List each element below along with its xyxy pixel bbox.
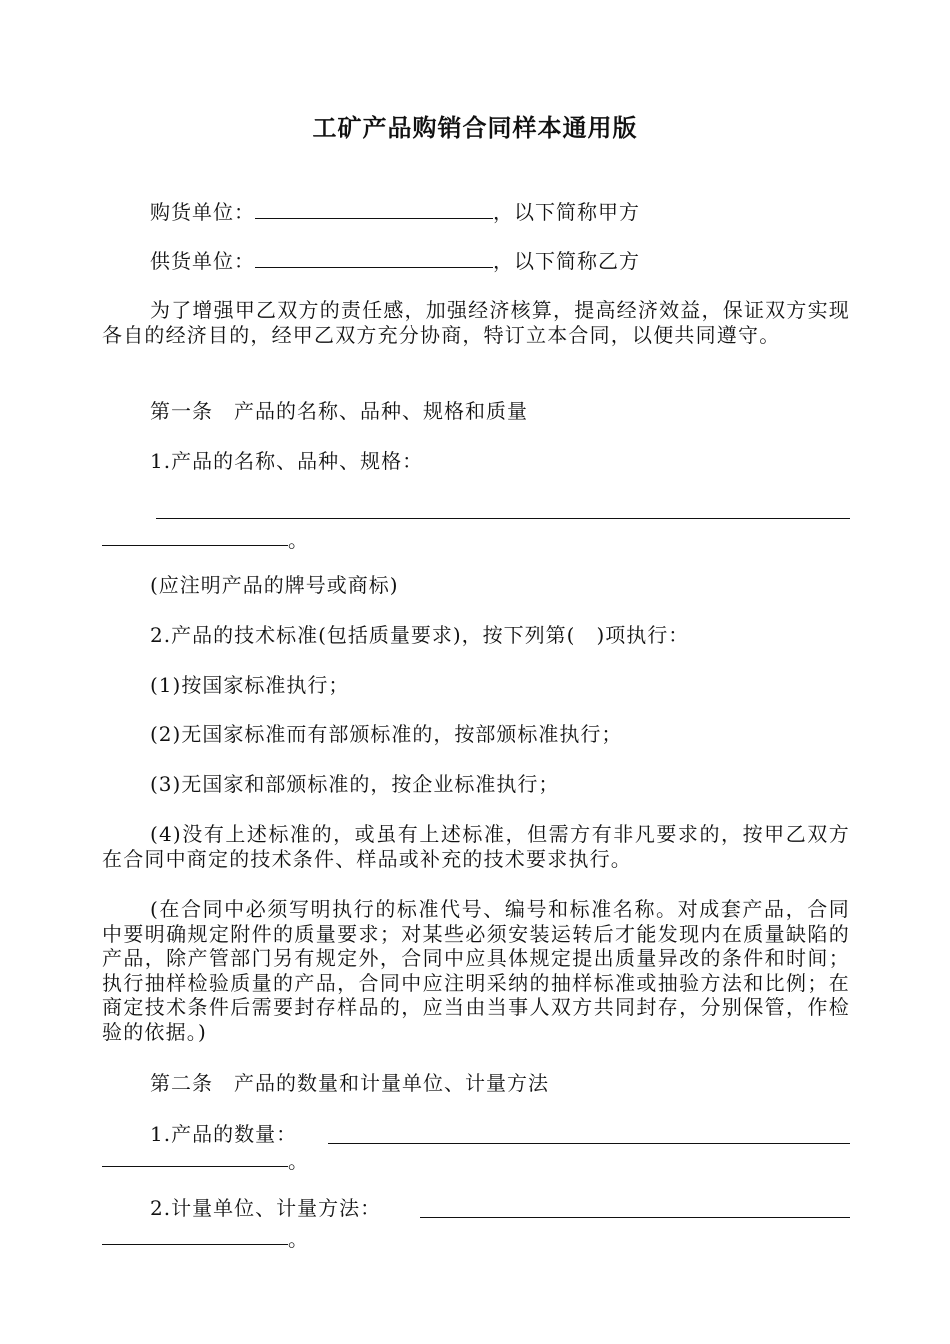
article1-item1-blank-line2[interactable] xyxy=(102,544,288,546)
article2-item1-blank-line1[interactable] xyxy=(328,1142,850,1144)
article1-option1: (1)按国家标准执行； xyxy=(150,673,350,697)
seller-line xyxy=(102,249,900,273)
article1-item1-blank-line1[interactable] xyxy=(156,517,850,519)
article2-item1-label: 1.产品的数量： xyxy=(150,1122,298,1146)
article1-item2: 2.产品的技术标准(包括质量要求)，按下列第( )项执行： xyxy=(150,623,690,647)
buyer-suffix: ，以下简称甲方 xyxy=(493,200,640,224)
seller-blank[interactable] xyxy=(255,249,493,268)
seller-label: 供货单位： xyxy=(150,249,255,273)
article2-item2-blank-line2[interactable] xyxy=(102,1243,288,1245)
article1-option2: (2)无国家标准而有部颁标准的，按部颁标准执行； xyxy=(150,722,623,746)
intro-paragraph: 为了增强甲乙双方的责任感，加强经济核算，提高经济效益，保证双方实现各自的经济目的，经甲乙双方充分协商，特订立本合同，以便共同遵守。 xyxy=(102,298,850,347)
article1-option3: (3)无国家和部颁标准的，按企业标准执行； xyxy=(150,772,560,796)
article2-item2-blank-line1[interactable] xyxy=(420,1216,850,1218)
article1-option4: (4)没有上述标准的，或虽有上述标准，但需方有非凡要求的，按甲乙双方在合同中商定的技术条件、样品或补充的技术要求执行。 xyxy=(102,822,850,871)
article1-note1: (应注明产品的牌号或商标) xyxy=(150,573,399,597)
article2-item1-blank-line2[interactable] xyxy=(102,1165,288,1167)
buyer-blank[interactable] xyxy=(255,200,493,219)
article2-item2-label: 2.计量单位、计量方法： xyxy=(150,1196,382,1220)
article1-note2: (在合同中必须写明执行的标准代号、编号和标准名称。对成套产品，合同中要明确规定附件的质量要求；对某些必须安装运转后才能发现内在质量缺陷的产品，除产管部门另有规定外，合同中应具体规定提出质量异改的条件和时间；执行抽样检验质量的产品，合同中应注明采纳的抽样标准或抽验方法和比例；在商定技术条件后需要封存样品的，应当由当事人双方共同封存，分别保管，作检验的依据。) xyxy=(102,897,850,1044)
article2-item1-period: 。 xyxy=(288,1149,308,1173)
article1-heading: 第一条 产品的名称、品种、规格和质量 xyxy=(150,399,528,423)
buyer-line xyxy=(102,200,900,224)
article2-item2-period: 。 xyxy=(288,1227,308,1251)
seller-suffix: ，以下简称乙方 xyxy=(493,249,640,273)
article1-item1: 1.产品的名称、品种、规格： xyxy=(150,449,424,473)
document-title: 工矿产品购销合同样本通用版 xyxy=(312,114,638,142)
buyer-label: 购货单位： xyxy=(150,200,255,224)
article1-item1-period: 。 xyxy=(288,528,308,552)
article2-heading: 第二条 产品的数量和计量单位、计量方法 xyxy=(150,1071,549,1095)
